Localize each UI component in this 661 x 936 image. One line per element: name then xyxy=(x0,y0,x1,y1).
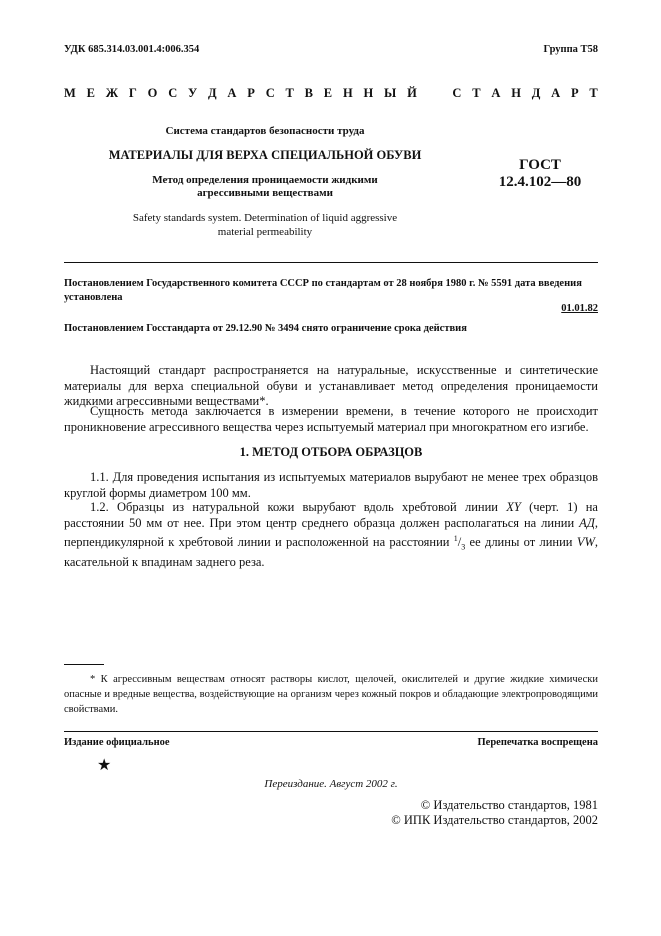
banner-word1-letter: Т xyxy=(285,86,294,100)
divider-bottom xyxy=(64,731,598,732)
banner-word1-letter: С xyxy=(168,86,178,100)
gost-label: ГОСТ xyxy=(519,157,561,173)
copyright-1981: © Издательство стандартов, 1981 xyxy=(420,798,598,812)
banner-word1-letter: С xyxy=(265,86,275,100)
banner-word1-letter: Р xyxy=(247,86,255,100)
introduction-date: 01.01.82 xyxy=(561,303,598,314)
banner-word1-letter: У xyxy=(188,86,198,100)
clause-text: , касательной к впадинам заднего реза. xyxy=(64,535,598,570)
clause-text: ее длины от линии xyxy=(465,535,577,550)
clause-text: (черт. 1) на расстоянии 50 мм от нее. При этом центр среднего образца должен располагаться на линии xyxy=(64,500,598,530)
clause-1-2: 1.2. Образцы из натуральной кожи вырубают вдоль хребтовой линии XY (черт. 1) на расстоянии 50 мм от нее. При этом центр среднего образца должен располагаться на линии АД, перпендикулярной к хребтовой линии и расположенной на расстоянии $^1/_3$ ее длины от линии VW, касательной к впадинам заднего реза. xyxy=(64,500,598,570)
method-essence-paragraph: Сущность метода заключается в измерении времени, в течение которого не происходит проникновение агрессивного вещества через испытуемый материал при многократном его изгибе. xyxy=(64,404,598,434)
interstate-standard-banner xyxy=(64,86,598,101)
banner-word1-letter: Й xyxy=(407,86,417,100)
gost-designation xyxy=(495,157,585,191)
decree-introduction: Постановлением Государственного комитета СССР по стандартам от 28 ноября 1980 г. № 5591 дата введения установлена xyxy=(64,278,582,303)
banner-word1-letter: Н xyxy=(363,86,374,100)
method-line-1: Метод определения проницаемости жидкими xyxy=(152,174,378,186)
fraction-numerator: 1 xyxy=(453,534,458,543)
banner-word1-letter: А xyxy=(227,86,237,100)
clause-text: , перпендикулярной к хребтовой линии и расположенной на расстоянии xyxy=(64,515,598,550)
reprint-prohibited: Перепечатка воспрещена xyxy=(477,737,598,748)
document-title: МАТЕРИАЛЫ ДЛЯ ВЕРХА СПЕЦИАЛЬНОЙ ОБУВИ xyxy=(108,148,422,162)
banner-word2-letter: С xyxy=(452,86,462,100)
footnote-rule xyxy=(64,664,104,665)
banner-word2-letter: Н xyxy=(511,86,521,100)
copyright-2002: © ИПК Издательство стандартов, 2002 xyxy=(391,813,598,827)
line-ad: АД xyxy=(579,515,595,530)
banner-word2-letter: А xyxy=(491,86,501,100)
banner-word2-letter: Д xyxy=(531,86,541,100)
official-edition: Издание официальное xyxy=(64,737,170,748)
banner-word1-letter: О xyxy=(147,86,158,100)
section-heading: 1. МЕТОД ОТБОРА ОБРАЗЦОВ xyxy=(239,445,423,459)
clause-1-1: 1.1. Для проведения испытания из испытуемых материалов вырубают не менее трех образцов круглой формы диаметром 100 мм. xyxy=(64,470,598,500)
banner-word2-letter: Т xyxy=(472,86,481,100)
reissue-note: Переиздание. Август 2002 г. xyxy=(264,778,398,790)
intro-paragraph: Настоящий стандарт распространяется на натуральные, искусственные и синтетические материалы для верха специальной обуви и устанавливает метод определения проницаемости жидкими агрессивными веществами*. xyxy=(64,363,598,408)
english-line-2: material permeability xyxy=(217,226,313,238)
method-subtitle xyxy=(100,174,430,200)
banner-word2-letter: А xyxy=(551,86,561,100)
method-line-2: агрессивными веществами xyxy=(197,187,333,199)
banner-word1-letter: Е xyxy=(86,86,95,100)
banner-word1-letter: Ж xyxy=(105,86,119,100)
standards-system: Система стандартов безопасности труда xyxy=(165,125,365,137)
banner-word1-letter: М xyxy=(64,86,76,100)
line-xy: XY xyxy=(506,500,521,514)
line-vw: VW xyxy=(576,535,595,550)
english-line-1: Safety standards system. Determination of liquid aggressive xyxy=(132,212,398,224)
star-icon: ★ xyxy=(97,757,112,774)
clause-text: 1.2. Образцы из натуральной кожи вырубают вдоль хребтовой линии xyxy=(90,500,507,514)
banner-word2-letter: Т xyxy=(589,86,598,100)
banner-word1-letter: Е xyxy=(323,86,333,100)
english-title xyxy=(100,211,430,239)
gost-number: 12.4.102—80 xyxy=(498,174,582,190)
footnote: * К агрессивным веществам относят растворы кислот, щелочей, окислителей и другие жидкие химически опасные и вредные вещества, воздействующие на организм через кожный покров и обладающие электропроводящими свойствами. xyxy=(64,674,598,715)
decree-limitation-removed: Постановлением Госстандарта от 29.12.90 № 3494 снято ограничение срока действия xyxy=(64,323,467,334)
fraction-denominator: 3 xyxy=(461,542,466,552)
banner-word1-letter: Ы xyxy=(384,86,397,100)
banner-word2-letter: Р xyxy=(570,86,579,100)
udk-code: УДК 685.314.03.001.4:006.354 xyxy=(64,44,200,55)
banner-word1-letter: Н xyxy=(342,86,353,100)
banner-gap xyxy=(428,86,442,101)
banner-word1-letter: Г xyxy=(128,86,137,100)
banner-word1-letter: В xyxy=(304,86,313,100)
banner-word1-letter: Д xyxy=(208,86,217,100)
group-code: Группа Т58 xyxy=(543,44,598,55)
divider-top xyxy=(64,262,598,263)
